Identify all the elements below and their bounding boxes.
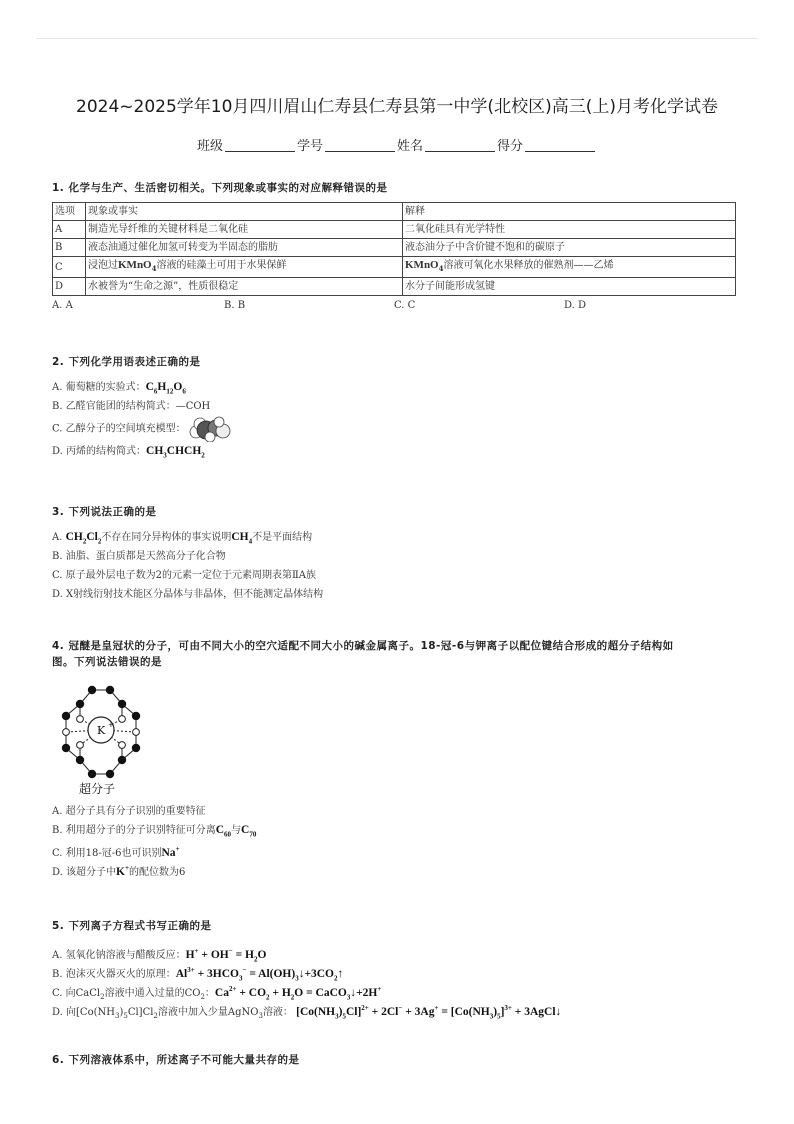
table-row bbox=[53, 239, 736, 257]
fact-cell: 浸泡过KMnO$_4$溶液的硅藻土可用于水果保鲜 bbox=[86, 257, 403, 278]
question-6 bbox=[52, 1052, 742, 1068]
choice-a[interactable]: A. 葡萄糖的实验式：$C_6H_{12}O_6$ bbox=[52, 381, 186, 396]
table-row bbox=[53, 221, 736, 239]
question-2-title: 2. 下列化学用语表述正确的是 bbox=[52, 356, 201, 368]
option-key: B bbox=[53, 239, 86, 257]
class-label: 班级 bbox=[196, 139, 223, 154]
choice-b[interactable]: B. 泡沫灭火器灭火的原理：$Al^{3+} + 3HCO_3^-$ = $Al(OH)_3↓+3CO_2↑$ bbox=[52, 966, 344, 983]
class-blank[interactable] bbox=[225, 139, 295, 152]
question-2 bbox=[52, 354, 742, 461]
choice-c[interactable]: C. C bbox=[394, 300, 416, 311]
crown-ether-k-complex-diagram bbox=[52, 676, 152, 796]
question-1-title: 1. 化学与生产、生活密切相关。下列现象或事实的对应解释错误的是 bbox=[52, 182, 388, 194]
question-4-title-line1: 4. 冠醚是皇冠状的分子，可由不同大小的空穴适配不同大小的碱金属离子。18-冠-6与钾离子以配位键结合形成的超分子结构如 bbox=[52, 640, 674, 652]
choice-b[interactable]: B. 利用超分子的分子识别特征可分离$C_{60}$与$C_{70}$ bbox=[52, 824, 257, 839]
fact-cell: 制造光导纤维的关键材料是二氧化硅 bbox=[86, 221, 403, 239]
choice-c[interactable]: C. 乙醇分子的空间填充模型： bbox=[52, 416, 742, 442]
question-6-title: 6. 下列溶液体系中，所述离子不可能大量共存的是 bbox=[52, 1054, 300, 1066]
supramolecule-caption: 超分子 bbox=[79, 782, 116, 796]
explanation-cell: 液态油分子中含价键不饱和的碳原子 bbox=[403, 239, 736, 257]
choice-b[interactable]: B. B bbox=[224, 300, 246, 311]
question-1 bbox=[52, 180, 742, 314]
choice-c[interactable]: C. 利用18-冠-6也可识别Na+ bbox=[52, 845, 180, 859]
choice-b[interactable]: B. 油脂、蛋白质都是天然高分子化合物 bbox=[52, 551, 226, 562]
option-key: C bbox=[53, 257, 86, 278]
fact-cell: 水被誉为“生命之源”，性质很稳定 bbox=[86, 278, 403, 296]
question-3-title: 3. 下列说法正确的是 bbox=[52, 506, 157, 518]
choice-d[interactable]: D. X射线衍射技术能区分晶体与非晶体，但不能测定晶体结构 bbox=[52, 589, 324, 600]
choice-a[interactable]: A. A bbox=[52, 300, 73, 311]
top-divider bbox=[36, 38, 758, 39]
number-blank[interactable] bbox=[325, 139, 395, 152]
name-blank[interactable] bbox=[425, 139, 495, 152]
score-blank[interactable] bbox=[525, 139, 595, 152]
question-5 bbox=[52, 918, 742, 1021]
fact-cell: 液态油通过催化加氢可转变为半固态的脂肪 bbox=[86, 239, 403, 257]
table-row bbox=[53, 257, 736, 278]
choice-d[interactable]: D. D bbox=[564, 300, 587, 311]
potassium-ion-label: K bbox=[97, 724, 106, 737]
question-3 bbox=[52, 504, 742, 604]
svg-text:+: + bbox=[108, 721, 114, 729]
header-cell: 选项 bbox=[53, 203, 86, 221]
explanation-cell: KMnO$_4$溶液可氧化水果释放的催熟剂——乙烯 bbox=[403, 257, 736, 278]
table-row bbox=[53, 278, 736, 296]
number-label: 学号 bbox=[296, 139, 323, 154]
question-1-table bbox=[52, 202, 736, 296]
option-key: D bbox=[53, 278, 86, 296]
table-header-row bbox=[53, 203, 736, 221]
ethanol-space-filling-model bbox=[186, 416, 232, 442]
score-label: 得分 bbox=[497, 139, 524, 154]
header-cell: 现象或事实 bbox=[86, 203, 403, 221]
question-1-choices bbox=[52, 298, 742, 314]
question-4-title-line2: 图。下列说法错误的是 bbox=[52, 656, 162, 668]
question-4 bbox=[52, 638, 742, 878]
page-title: 2024~2025学年10月四川眉山仁寿县仁寿县第一中学(北校区)高三(上)月考化学试卷 bbox=[76, 97, 718, 117]
explanation-cell: 水分子间能形成氢键 bbox=[403, 278, 736, 296]
choice-c[interactable]: C. 原子最外层电子数为2的元素一定位于元素周期表第ⅡA族 bbox=[52, 570, 317, 581]
choice-c[interactable]: C. 向CaCl$_2$溶液中通入过量的$CO_2$：$Ca^{2+} + CO_2 + H_2O$ = CaCO$_3$↓+2H+ bbox=[52, 985, 382, 1002]
choice-a[interactable]: A. 超分子具有分子识别的重要特征 bbox=[52, 806, 206, 817]
option-key: A bbox=[53, 221, 86, 239]
choice-d[interactable]: D. 向$[Co(NH_3)_5Cl]Cl_2$溶液中加入少量AgNO$_3$溶液： $[Co(NH_3)_5Cl]^{2+} + 2Cl^- + 3Ag^+ = [Co(NH_3)_5]^{3+}$ + 3AgCl↓ bbox=[52, 1004, 562, 1021]
name-label: 姓名 bbox=[397, 139, 424, 154]
choice-a[interactable]: A. 氢氧化钠溶液与醋酸反应：$H^+ + OH^- = H_2O$ bbox=[52, 947, 267, 964]
question-5-title: 5. 下列离子方程式书写正确的是 bbox=[52, 920, 212, 932]
student-info-line bbox=[0, 135, 794, 154]
header-cell: 解释 bbox=[403, 203, 736, 221]
choice-d[interactable]: D. 丙烯的结构简式：$CH_3CHCH_2$ bbox=[52, 445, 205, 460]
explanation-cell: 二氧化硅具有光学特性 bbox=[403, 221, 736, 239]
choice-b[interactable]: B. 乙醛官能团的结构简式：—COH bbox=[52, 401, 211, 412]
choice-d[interactable]: D. 该超分子中K+的配位数为6 bbox=[52, 864, 186, 878]
choice-a[interactable]: A. $CH_2Cl_2$不存在同分异构体的事实说明$CH_4$不是平面结构 bbox=[52, 531, 313, 546]
